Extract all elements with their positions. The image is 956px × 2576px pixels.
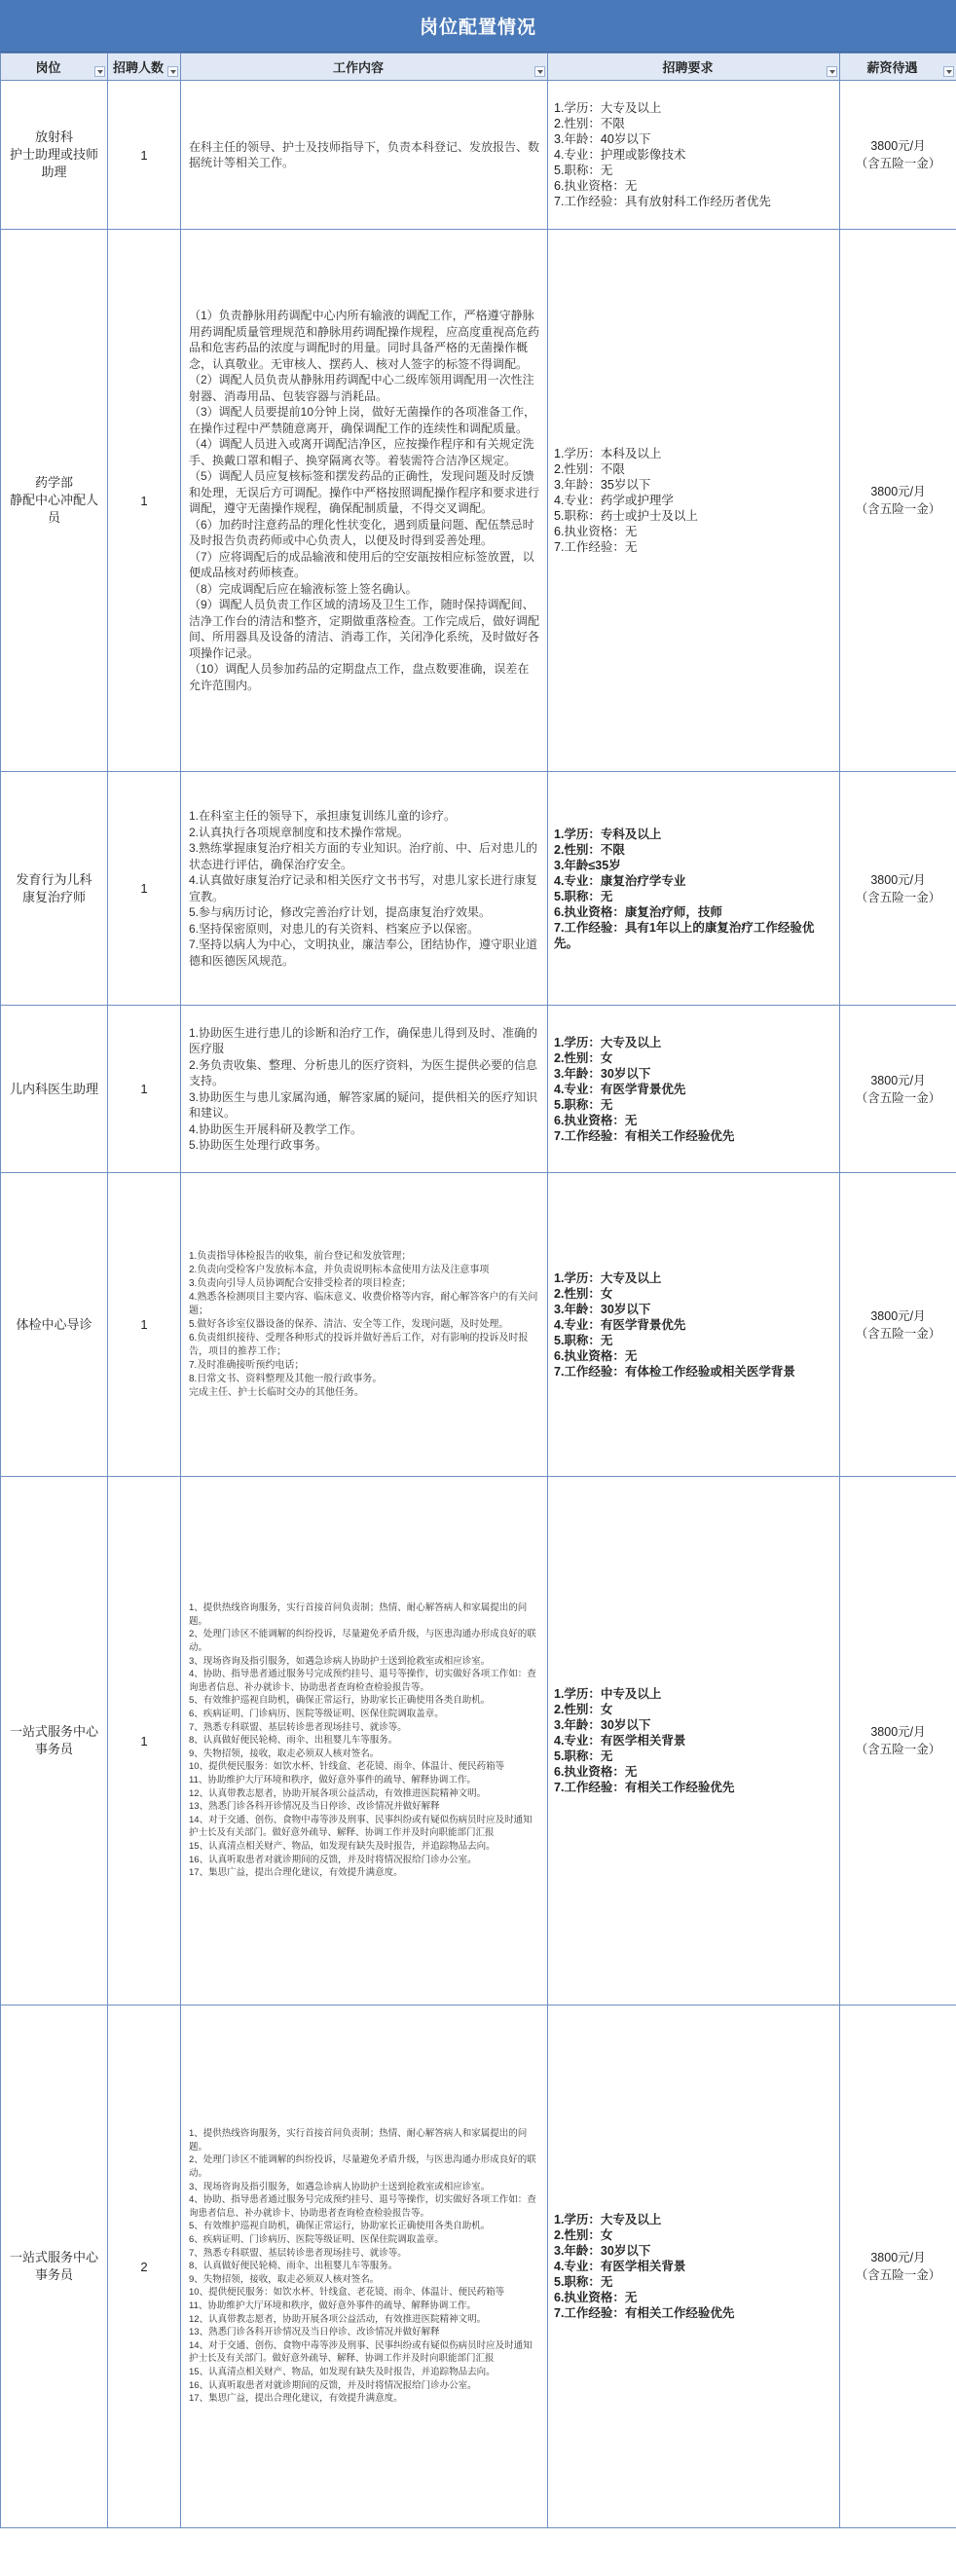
duties-cell-line: 11、协助维护大厅环境和秩序，做好意外事件的疏导、解释协调工作。 bbox=[189, 1774, 476, 1785]
duties-cell bbox=[181, 1006, 548, 1173]
duties-cell-line: 7、熟悉专科联盟、基层转诊患者现场挂号、就诊等。 bbox=[189, 1721, 407, 1733]
requirements-cell-line: 5.职称：无 bbox=[554, 2275, 613, 2289]
duties-cell-line: 14、对于交通、创伤、食物中毒等涉及刑事、民事纠纷或有疑似伤病员时应及时通知护士长及有关部门。做好意外疏导、解释、协调工作并及时向职能部门汇报 bbox=[189, 2339, 533, 2365]
duties-cell-line: （8）完成调配后应在输液标签上签名确认。 bbox=[189, 581, 418, 596]
header-duties[interactable] bbox=[181, 54, 548, 81]
salary-cell-line: 3800元/月 bbox=[870, 2251, 926, 2264]
duties-cell-line: 12、认真带教志愿者，协助开展各项公益活动，有效推进医院精神文明。 bbox=[189, 1787, 487, 1799]
requirements-cell-line: 1.学历：专科及以上 bbox=[554, 827, 662, 841]
duties-cell-line: （4）调配人员进入或离开调配洁净区，应按操作程序和有关规定洗手、换戴口罩和帽子、换穿隔离衣等。着装需符合洁净区规定。 bbox=[189, 437, 534, 467]
duties-cell-line: 5.做好各诊室仪器设备的保养、清洁、安全等工作，发现问题，及时处理。 bbox=[189, 1318, 509, 1330]
duties-cell-line: 11、协助维护大厅环境和秩序，做好意外事件的疏导、解释协调工作。 bbox=[189, 2300, 476, 2311]
requirements-cell bbox=[548, 1477, 840, 2006]
requirements-cell-line: 6.执业资格：无 bbox=[554, 525, 638, 538]
table-row bbox=[1, 2006, 956, 2528]
position-cell-line: 事务员 bbox=[34, 2267, 73, 2282]
requirements-cell-line: 7.工作经验：有相关工作经验优先 bbox=[554, 2306, 735, 2320]
header-requirements[interactable] bbox=[548, 54, 840, 81]
count-cell: 1 bbox=[108, 1477, 181, 2006]
salary-cell-line: （含五险一金） bbox=[855, 1326, 941, 1341]
duties-cell-line: 1.在科室主任的领导下，承担康复训练儿童的诊疗。 bbox=[189, 809, 457, 823]
requirements-cell-line: 1.学历：本科及以上 bbox=[554, 447, 662, 460]
duties-cell-line: （9）调配人员负责工作区域的清场及卫生工作，随时保持调配间、洁净工作台的清洁和整齐，定期做重落检查。工作完成后，做好调配间、所用器具及设备的清洁、消毒工作，关闭净化系统，及时做好各项操作记录。 bbox=[189, 598, 540, 660]
salary-cell bbox=[840, 2006, 956, 2528]
requirements-cell-line: 4.专业：有医学相关背景 bbox=[554, 1734, 686, 1748]
header-row bbox=[1, 54, 956, 81]
requirements-cell-line: 5.职称：无 bbox=[554, 1333, 613, 1347]
position-cell-line: 静配中心冲配人 bbox=[9, 493, 98, 507]
duties-cell-line: 2.务负责收集、整理、分析患儿的医疗资料，为医生提供必要的信息支持。 bbox=[189, 1057, 538, 1087]
duties-cell-line: 5.参与病历讨论，修改完善治疗计划，提高康复治疗效果。 bbox=[189, 905, 492, 919]
requirements-cell-line: 4.专业：有医学背景优先 bbox=[554, 1317, 686, 1332]
duties-cell-line: 1.协助医生进行患儿的诊断和治疗工作，确保患儿得到及时、准确的医疗服 bbox=[189, 1025, 538, 1055]
header-salary[interactable] bbox=[840, 54, 956, 81]
duties-cell bbox=[181, 2006, 548, 2528]
requirements-cell bbox=[548, 1173, 840, 1477]
duties-cell-line: 8.日常文书、资料整理及其他一般行政事务。 bbox=[189, 1373, 383, 1384]
duties-cell-line: （1）负责静脉用药调配中心内所有输液的调配工作，严格遵守静脉用药调配质量管理规范和静脉用药调配操作规程，应高度重视高危药品和危害药品的浓度与调配时的用量。同时具备严格的无菌操作概念，认真敬业。无审核人、摆药人、核对人签字的标签不得调配。 bbox=[189, 309, 540, 371]
salary-cell-line: 3800元/月 bbox=[870, 1073, 926, 1087]
position-cell-line: 康复治疗师 bbox=[21, 889, 86, 904]
duties-cell-line: 13、熟悉门诊各科开诊情况及当日停诊、改诊情况并做好解释 bbox=[189, 1801, 440, 1813]
requirements-cell-line: 5.职称：无 bbox=[554, 1749, 613, 1763]
duties-cell-line: 17、集思广益，提出合理化建议，有效提升满意度。 bbox=[189, 2393, 403, 2405]
duties-cell-line: 10、提供便民服务：如饮水杯、针线盒、老花镜、雨伞、体温计、便民药箱等 bbox=[189, 2287, 505, 2299]
requirements-cell-line: 4.专业：药学或护理学 bbox=[554, 494, 674, 507]
duties-cell-line: 7、熟悉专科联盟、基层转诊患者现场挂号、就诊等。 bbox=[189, 2247, 407, 2259]
duties-cell-line: 5.协助医生处理行政事务。 bbox=[189, 1138, 328, 1152]
duties-cell bbox=[181, 1477, 548, 2006]
duties-cell-line: 15、认真清点相关财产、物品，如发现有缺失及时报告，并追踪物品去向。 bbox=[189, 1840, 496, 1852]
header-count[interactable] bbox=[108, 54, 181, 81]
table-row bbox=[1, 1006, 956, 1173]
position-cell bbox=[1, 2006, 108, 2528]
requirements-cell-line: 3.年龄：30岁以下 bbox=[554, 1302, 651, 1316]
duties-cell-line: 3、现场咨询及指引服务，如遇急诊病人协助护士送到抢救室或相应诊室。 bbox=[189, 1655, 491, 1667]
table-row bbox=[1, 230, 956, 772]
requirements-cell-line: 5.职称：无 bbox=[554, 1097, 613, 1112]
header-requirements-label: 招聘要求 bbox=[662, 60, 714, 75]
requirements-cell-line: 3.年龄：30岁以下 bbox=[554, 2244, 651, 2258]
requirements-cell-line: 3.年龄：30岁以下 bbox=[554, 1066, 651, 1081]
duties-cell-line: 8、认真做好便民轮椅、雨伞、出租婴儿车等服务。 bbox=[189, 2261, 398, 2272]
position-cell bbox=[1, 1477, 108, 2006]
table-row bbox=[1, 1173, 956, 1477]
duties-cell bbox=[181, 1173, 548, 1477]
duties-cell-line: 3.熟练掌握康复治疗相关方面的专业知识。治疗前、中、后对患儿的状态进行评估，确保治疗安全。 bbox=[189, 841, 538, 871]
duties-cell-line: 完成主任、护士长临时交办的其他任务。 bbox=[189, 1386, 364, 1398]
duties-cell-line: 2.认真执行各项规章制度和技术操作常规。 bbox=[189, 825, 410, 839]
filter-dropdown-icon[interactable] bbox=[827, 66, 837, 77]
table-title: 岗位配置情况 bbox=[0, 0, 956, 53]
duties-cell-line: 15、认真清点相关财产、物品，如发现有缺失及时报告，并追踪物品去向。 bbox=[189, 2366, 496, 2377]
position-cell bbox=[1, 772, 108, 1006]
salary-cell bbox=[840, 772, 956, 1006]
requirements-cell-line: 4.专业：护理或影像技术 bbox=[554, 148, 686, 162]
duties-cell-line: 16、认真听取患者对就诊期间的反馈，并及时将情况报给门诊办公室。 bbox=[189, 2379, 477, 2391]
filter-dropdown-icon[interactable] bbox=[534, 66, 545, 77]
requirements-cell bbox=[548, 772, 840, 1006]
requirements-cell bbox=[548, 1006, 840, 1173]
duties-cell-line: 8、认真做好便民轮椅、雨伞、出租婴儿车等服务。 bbox=[189, 1735, 398, 1747]
duties-cell-line: 14、对于交通、创伤、食物中毒等涉及刑事、民事纠纷或有疑似伤病员时应及时通知护士长及有关部门。做好意外疏导、解释、协调工作并及时向职能部门汇报 bbox=[189, 1814, 533, 1839]
duties-cell-line: 7.坚持以病人为中心，文明执业，廉洁奉公，团结协作，遵守职业道德和医德医风规范。 bbox=[189, 938, 538, 968]
duties-cell-line: 6.负责组织接待、受理各种形式的投诉并做好善后工作，对有影响的投诉及时报告，项目的推荐工作； bbox=[189, 1332, 529, 1357]
requirements-cell-line: 6.执业资格：无 bbox=[554, 1348, 638, 1363]
salary-cell bbox=[840, 81, 956, 230]
header-position[interactable] bbox=[1, 54, 108, 81]
requirements-cell-line: 5.职称：无 bbox=[554, 889, 613, 903]
filter-dropdown-icon[interactable] bbox=[943, 66, 954, 77]
requirements-cell-line: 7.工作经验：有体检工作经验或相关医学背景 bbox=[554, 1364, 795, 1379]
salary-cell-line: （含五险一金） bbox=[855, 1743, 941, 1756]
requirements-cell-line: 6.执业资格：无 bbox=[554, 1113, 638, 1127]
requirements-cell-line: 2.性别：不限 bbox=[554, 117, 625, 130]
requirements-cell-line: 1.学历：大专及以上 bbox=[554, 2213, 662, 2226]
position-cell bbox=[1, 1006, 108, 1173]
duties-cell-line: 5、有效维护巡视自助机，确保正常运行，协助家长正确使用各类自助机。 bbox=[189, 2221, 491, 2232]
requirements-cell-line: 6.执业资格：康复治疗师，技师 bbox=[554, 904, 722, 919]
position-cell-line: 员 bbox=[47, 510, 60, 525]
table-row bbox=[1, 1477, 956, 2006]
requirements-cell-line: 7.工作经验：无 bbox=[554, 540, 638, 554]
duties-cell-line: 在科主任的领导、护士及技师指导下，负责本科登记、发放报告、数据统计等相关工作。 bbox=[189, 139, 540, 169]
requirements-cell-line: 1.学历：大专及以上 bbox=[554, 1035, 662, 1049]
duties-cell-line: 3.协助医生与患儿家属沟通，解答家属的疑问，提供相关的医疗知识和建议。 bbox=[189, 1089, 538, 1120]
duties-cell-line: （6）加药时注意药品的理化性状变化，遇到质量问题、配伍禁忌时及时报告负责药师或中心负责人，以便及时得到妥善处理。 bbox=[189, 517, 534, 547]
filter-dropdown-icon[interactable] bbox=[167, 66, 178, 77]
duties-cell-line: 4、协助、指导患者通过服务号完成预约挂号、退号等操作，切实做好各项工作如：查询患者信息、补办就诊卡、协助患者查询检查检验报告等。 bbox=[189, 1669, 536, 1693]
requirements-cell-line: 7.工作经验：具有1年以上的康复治疗工作经验优先。 bbox=[554, 920, 815, 950]
position-cell-line: 护士助理或技师 bbox=[9, 147, 98, 162]
salary-cell-line: （含五险一金） bbox=[855, 890, 941, 904]
count-cell: 1 bbox=[108, 1173, 181, 1477]
duties-cell-line: 2、处理门诊区不能调解的纠纷投诉，尽量避免矛盾升级，与医患沟通办形成良好的联动。 bbox=[189, 2154, 536, 2180]
requirements-cell bbox=[548, 2006, 840, 2528]
duties-cell-line: 5、有效维护巡视自助机，确保正常运行，协助家长正确使用各类自助机。 bbox=[189, 1695, 491, 1707]
duties-cell bbox=[181, 230, 548, 772]
duties-cell-line: 2、处理门诊区不能调解的纠纷投诉，尽量避免矛盾升级，与医患沟通办形成良好的联动。 bbox=[189, 1629, 536, 1654]
requirements-cell-line: 4.专业：有医学相关背景 bbox=[554, 2260, 686, 2273]
requirements-cell-line: 7.工作经验：有相关工作经验优先 bbox=[554, 1128, 735, 1143]
requirements-cell-line: 1.学历：大专及以上 bbox=[554, 101, 662, 115]
salary-cell-line: （含五险一金） bbox=[855, 2268, 941, 2282]
salary-cell bbox=[840, 230, 956, 772]
requirements-cell-line: 6.执业资格：无 bbox=[554, 1765, 638, 1779]
duties-cell-line: 3、现场咨询及指引服务，如遇急诊病人协助护士送到抢救室或相应诊室。 bbox=[189, 2181, 491, 2192]
duties-cell-line: 1.负责指导体检报告的收集，前台登记和发放管理； bbox=[189, 1250, 412, 1262]
salary-cell-line: （含五险一金） bbox=[855, 157, 941, 170]
position-cell-line: 事务员 bbox=[34, 1742, 73, 1756]
duties-cell-line: （10）调配人员参加药品的定期盘点工作，盘点数要准确，误差在允许范围内。 bbox=[189, 662, 530, 692]
filter-dropdown-icon[interactable] bbox=[94, 66, 105, 77]
requirements-cell bbox=[548, 230, 840, 772]
header-position-label: 岗位 bbox=[35, 60, 61, 75]
requirements-cell bbox=[548, 81, 840, 230]
position-cell-line: 放射科 bbox=[34, 129, 73, 144]
duties-cell-line: 7.及时准确接听预约电话； bbox=[189, 1359, 305, 1371]
requirements-cell-line: 3.年龄：35岁以下 bbox=[554, 478, 651, 492]
position-cell-line: 体检中心导诊 bbox=[16, 1316, 92, 1332]
requirements-cell-line: 2.性别：女 bbox=[554, 1703, 613, 1716]
duties-cell-line: 4.协助医生开展科研及教学工作。 bbox=[189, 1122, 363, 1136]
duties-cell-line: 17、集思广益，提出合理化建议，有效提升满意度。 bbox=[189, 1867, 403, 1879]
table-row bbox=[1, 772, 956, 1006]
duties-cell-line: 12、认真带教志愿者，协助开展各项公益活动，有效推进医院精神文明。 bbox=[189, 2313, 487, 2325]
salary-cell-line: 3800元/月 bbox=[870, 1308, 926, 1323]
duties-cell-line: 1、提供热线咨询服务，实行首接首问负责制；热情、耐心解答病人和家属提出的问题。 bbox=[189, 1602, 528, 1627]
duties-cell-line: 4、协助、指导患者通过服务号完成预约挂号、退号等操作，切实做好各项工作如：查询患者信息、补办就诊卡、协助患者查询检查检验报告等。 bbox=[189, 2194, 536, 2219]
header-duties-label: 工作内容 bbox=[332, 60, 384, 75]
position-cell-line: 发育行为儿科 bbox=[16, 871, 92, 887]
count-cell: 1 bbox=[108, 81, 181, 230]
salary-cell bbox=[840, 1006, 956, 1173]
requirements-cell-line: 6.执业资格：无 bbox=[554, 179, 638, 193]
duties-cell bbox=[181, 772, 548, 1006]
duties-cell-line: （5）调配人员应复核标签和摆发药品的正确性，发现问题及时反馈和处理，无误后方可调配。操作中严格按照调配操作程序和要求进行调配，遵守无菌操作规程，确保配制质量，不得交叉调配。 bbox=[189, 469, 540, 515]
duties-cell-line: 16、认真听取患者对就诊期间的反馈，并及时将情况报给门诊办公室。 bbox=[189, 1854, 477, 1865]
requirements-cell-line: 1.学历：中专及以上 bbox=[554, 1687, 662, 1701]
duties-cell-line: 4.熟悉各检测项目主要内容、临床意义、收费价格等内容，耐心解答客户的有关问题； bbox=[189, 1291, 538, 1316]
requirements-cell-line: 2.性别：不限 bbox=[554, 462, 625, 476]
duties-cell-line: 6.坚持保密原则，对患儿的有关资料、档案应予以保密。 bbox=[189, 921, 480, 936]
duties-cell-line: 10、提供便民服务：如饮水杯、针线盒、老花镜、雨伞、体温计、便民药箱等 bbox=[189, 1761, 505, 1773]
header-salary-label: 薪资待遇 bbox=[866, 60, 918, 75]
duties-cell-line: 6、疾病证明、门诊病历、医院等级证明、医保住院调取盖章。 bbox=[189, 1709, 444, 1720]
salary-cell-line: 3800元/月 bbox=[870, 485, 926, 498]
duties-cell-line: （3）调配人员要提前10分钟上岗，做好无菌操作的各项准备工作，在操作过程中严禁随意离开，确保调配工作的连续性和调配质量。 bbox=[189, 405, 536, 435]
requirements-cell-line: 6.执业资格：无 bbox=[554, 2291, 638, 2304]
position-cell-line: 一站式服务中心 bbox=[9, 1724, 98, 1739]
requirements-cell-line: 2.性别：女 bbox=[554, 1050, 613, 1065]
position-cell-line: 药学部 bbox=[34, 475, 73, 490]
duties-cell-line: （2）调配人员负责从静脉用药调配中心二级库领用调配用一次性注射器、消毒用品、包装容器与消耗品。 bbox=[189, 373, 534, 403]
requirements-cell-line: 5.职称：无 bbox=[554, 164, 613, 177]
count-cell: 1 bbox=[108, 230, 181, 772]
position-cell-line: 一站式服务中心 bbox=[9, 2250, 98, 2264]
requirements-cell-line: 3.年龄：40岁以下 bbox=[554, 132, 651, 146]
requirements-cell-line: 2.性别：女 bbox=[554, 2228, 613, 2242]
position-cell-line: 助理 bbox=[41, 165, 67, 179]
requirements-cell-line: 7.工作经验：有相关工作经验优先 bbox=[554, 1781, 735, 1794]
duties-cell-line: 2.负责向受检客户发放标本盒，并负责说明标本盒使用方法及注意事项 bbox=[189, 1264, 490, 1275]
requirements-cell-line: 7.工作经验：具有放射科工作经历者优先 bbox=[554, 195, 771, 208]
requirements-cell-line: 5.职称：药士或护士及以上 bbox=[554, 509, 698, 523]
duties-cell-line: 1、提供热线咨询服务，实行首接首问负责制；热情、耐心解答病人和家属提出的问题。 bbox=[189, 2128, 528, 2153]
salary-cell bbox=[840, 1477, 956, 2006]
duties-cell-line: 13、熟悉门诊各科开诊情况及当日停诊、改诊情况并做好解释 bbox=[189, 2327, 440, 2338]
duties-cell-line: （7）应将调配后的成品输液和使用后的空安瓿按相应标签放置，以便成品核对药师核查。 bbox=[189, 549, 534, 579]
table-row bbox=[1, 81, 956, 230]
duties-cell-line: 3.负责向引导人员协调配合安排受检者的项目检查； bbox=[189, 1277, 412, 1289]
position-cell-line: 儿内科医生助理 bbox=[9, 1081, 98, 1096]
position-cell bbox=[1, 1173, 108, 1477]
position-cell bbox=[1, 81, 108, 230]
duties-cell-line: 6、疾病证明、门诊病历、医院等级证明、医保住院调取盖章。 bbox=[189, 2234, 444, 2246]
salary-cell-line: 3800元/月 bbox=[870, 1725, 926, 1739]
duties-cell-line: 9、失物招领，接收，取走必须双人核对签名。 bbox=[189, 1748, 380, 1759]
requirements-cell-line: 3.年龄：30岁以下 bbox=[554, 1718, 651, 1732]
duties-cell bbox=[181, 81, 548, 230]
job-table bbox=[0, 53, 956, 2528]
salary-cell-line: 3800元/月 bbox=[870, 872, 926, 887]
position-cell bbox=[1, 230, 108, 772]
count-cell: 1 bbox=[108, 1006, 181, 1173]
requirements-cell-line: 4.专业：有医学背景优先 bbox=[554, 1082, 686, 1096]
duties-cell-line: 9、失物招领，接收，取走必须双人核对签名。 bbox=[189, 2273, 380, 2285]
count-cell: 1 bbox=[108, 772, 181, 1006]
salary-cell-line: （含五险一金） bbox=[855, 1090, 941, 1105]
requirements-cell-line: 2.性别：不限 bbox=[554, 842, 625, 857]
salary-cell-line: 3800元/月 bbox=[870, 139, 926, 153]
salary-cell-line: （含五险一金） bbox=[855, 502, 941, 516]
requirements-cell-line: 3.年龄≤35岁 bbox=[554, 858, 621, 872]
requirements-cell-line: 2.性别：女 bbox=[554, 1286, 613, 1301]
salary-cell bbox=[840, 1173, 956, 1477]
count-cell: 2 bbox=[108, 2006, 181, 2528]
duties-cell-line: 4.认真做好康复治疗记录和相关医疗文书书写，对患儿家长进行康复宣教。 bbox=[189, 873, 538, 903]
requirements-cell-line: 4.专业：康复治疗学专业 bbox=[554, 873, 686, 888]
header-count-label: 招聘人数 bbox=[112, 60, 164, 75]
requirements-cell-line: 1.学历：大专及以上 bbox=[554, 1270, 662, 1285]
